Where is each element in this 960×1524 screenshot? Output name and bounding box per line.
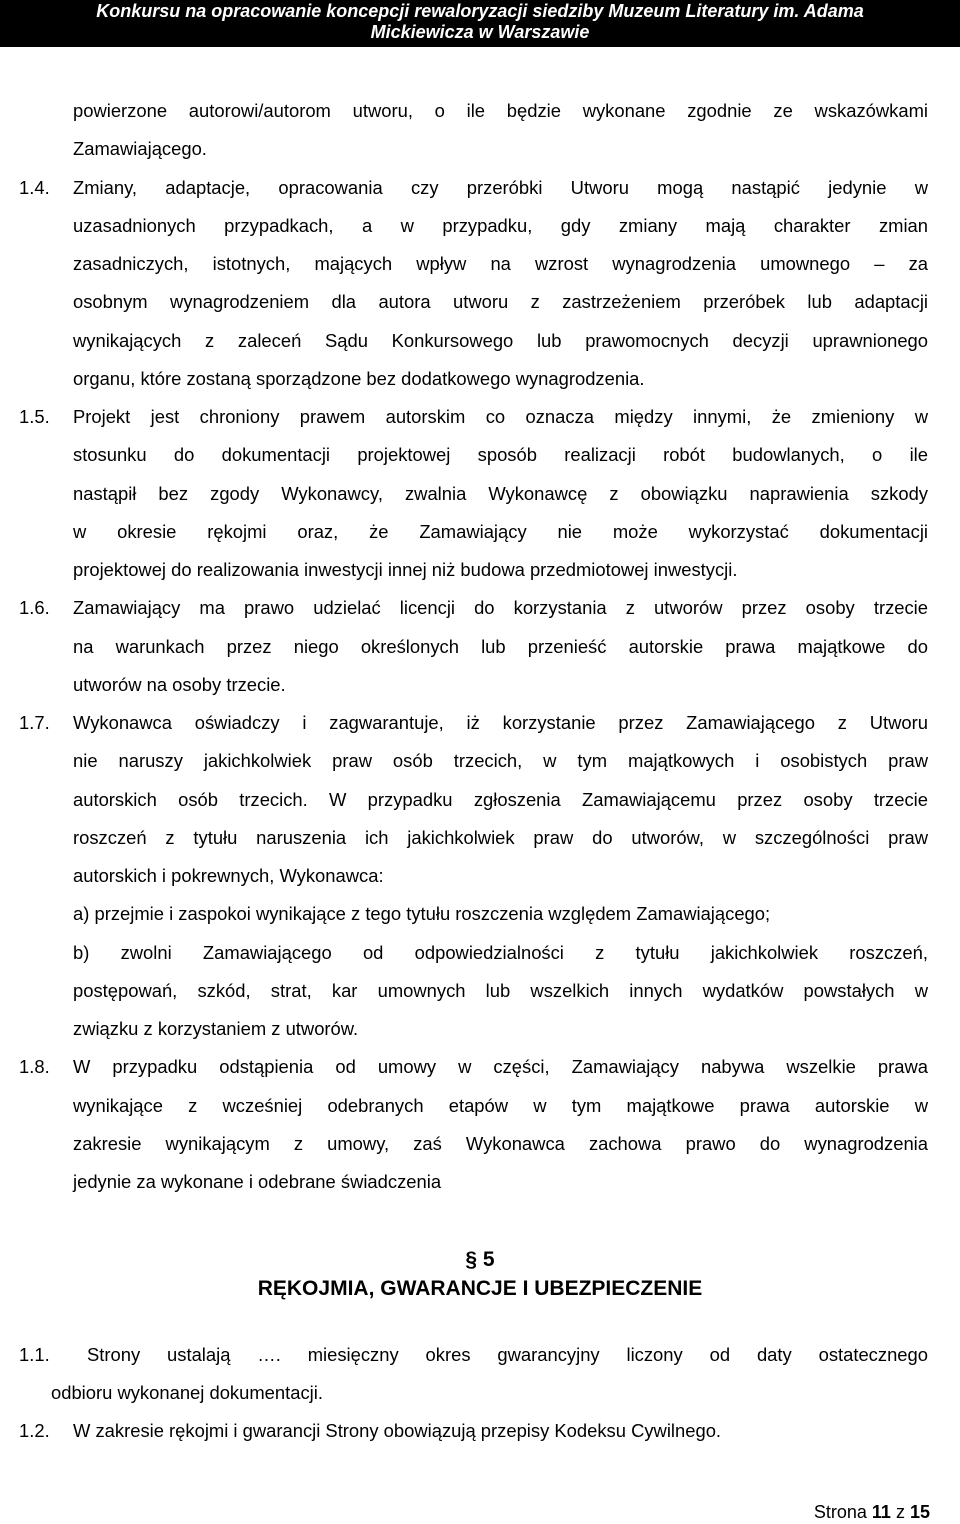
page-footer xyxy=(814,1500,930,1524)
body-text-line: autorskich i pokrewnych, Wykonawca: xyxy=(73,865,384,886)
body-text-line: postępowań, szkód, strat, kar umownych lub wszelkich innych wydatków powstałych w xyxy=(73,980,928,1001)
document-header xyxy=(0,0,960,47)
footer-page-number: 11 xyxy=(871,1502,891,1522)
body-text-line: a) przejmie i zaspokoi wynikające z tego tytułu roszczenia względem Zamawiającego; xyxy=(73,903,771,924)
footer-of: z xyxy=(895,1502,905,1522)
item-number: 1.1. xyxy=(19,1344,50,1365)
header-line-2: Mickiewicza w Warszawie xyxy=(370,22,590,42)
body-text-line: w okresie rękojmi oraz, że Zamawiający nie może wykorzystać dokumentacji xyxy=(73,521,928,542)
footer-total-pages: 15 xyxy=(909,1502,930,1522)
body-text-line: W przypadku odstąpienia od umowy w części, Zamawiający nabywa wszelkie prawa xyxy=(73,1056,928,1077)
body-text-line: Zamawiającego. xyxy=(73,138,207,159)
body-text-line: nastąpił bez zgody Wykonawcy, zwalnia Wykonawcę z obowiązku naprawienia szkody xyxy=(73,483,928,504)
body-text-line: powierzone autorowi/autorom utworu, o ile będzie wykonane zgodnie ze wskazówkami xyxy=(73,100,928,121)
item-text-line: odbioru wykonanej dokumentacji. xyxy=(51,1382,323,1403)
item-number: 1.5. xyxy=(19,406,50,427)
body-text-line: wynikające z wcześniej odebranych etapów w tym majątkowe prawa autorskie w xyxy=(73,1095,928,1116)
body-text-line: wynikających z zaleceń Sądu Konkursowego lub prawomocnych decyzji uprawnionego xyxy=(73,330,928,351)
body-text-line: na warunkach przez niego określonych lub przenieść autorskie prawa majątkowe do xyxy=(73,636,928,657)
section-number: § 5 xyxy=(465,1248,495,1271)
item-number: 1.7. xyxy=(19,712,50,733)
body-text-line: stosunku do dokumentacji projektowej sposób realizacji robót budowlanych, o ile xyxy=(73,444,928,465)
body-text-line: związku z korzystaniem z utworów. xyxy=(73,1018,359,1039)
footer-prefix: Strona xyxy=(813,1502,867,1522)
body-text-line: Zmiany, adaptacje, opracowania czy przeróbki Utworu mogą nastąpić jedynie w xyxy=(73,177,928,198)
header-line-1: Konkursu na opracowanie koncepcji rewaloryzacji siedziby Muzeum Literatury im. Adama xyxy=(96,1,864,21)
item-text-line: Strony ustalają …. miesięczny okres gwarancyjny liczony od daty ostatecznego xyxy=(87,1344,928,1365)
body-text-line: zasadniczych, istotnych, mających wpływ na wzrost wynagrodzenia umownego – za xyxy=(73,253,928,274)
body-text-line: Projekt jest chroniony prawem autorskim co oznacza między innymi, że zmieniony w xyxy=(73,406,928,427)
body-text-line: projektowej do realizowania inwestycji innej niż budowa przedmiotowej inwestycji. xyxy=(73,559,738,580)
body-text-line: jedynie za wykonane i odebrane świadczenia xyxy=(73,1171,442,1192)
body-text-line: utworów na osoby trzecie. xyxy=(73,674,286,695)
body-text-line: roszczeń z tytułu naruszenia ich jakichkolwiek praw do utworów, w szczególności praw xyxy=(73,827,928,848)
item-number: 1.2. xyxy=(19,1420,50,1441)
item-number: 1.6. xyxy=(19,597,50,618)
body-text-line: organu, które zostaną sporządzone bez dodatkowego wynagrodzenia. xyxy=(73,368,645,389)
body-text-line: Wykonawca oświadczy i zagwarantuje, iż korzystanie przez Zamawiającego z Utworu xyxy=(73,712,928,733)
body-text-line: osobnym wynagrodzeniem dla autora utworu z zastrzeżeniem przeróbek lub adaptacji xyxy=(73,291,928,312)
body-text-line: b) zwolni Zamawiającego od odpowiedzialności z tytułu jakichkolwiek roszczeń, xyxy=(73,942,928,963)
body-text-line: nie naruszy jakichkolwiek praw osób trzecich, w tym majątkowych i osobistych praw xyxy=(73,750,928,771)
section-title: RĘKOJMIA, GWARANCJE I UBEZPIECZENIE xyxy=(257,1277,703,1300)
item-number: 1.8. xyxy=(19,1056,50,1077)
item-number: 1.4. xyxy=(19,177,50,198)
body-text-line: zakresie wynikającym z umowy, zaś Wykonawca zachowa prawo do wynagrodzenia xyxy=(73,1133,928,1154)
body-text-line: uzasadnionych przypadkach, a w przypadku, gdy zmiany mają charakter zmian xyxy=(73,215,928,236)
body-text-line: Zamawiający ma prawo udzielać licencji do korzystania z utworów przez osoby trzecie xyxy=(73,597,928,618)
body-text-line: autorskich osób trzecich. W przypadku zgłoszenia Zamawiającemu przez osoby trzecie xyxy=(73,789,928,810)
item-text-line: W zakresie rękojmi i gwarancji Strony obowiązują przepisy Kodeksu Cywilnego. xyxy=(73,1420,722,1441)
